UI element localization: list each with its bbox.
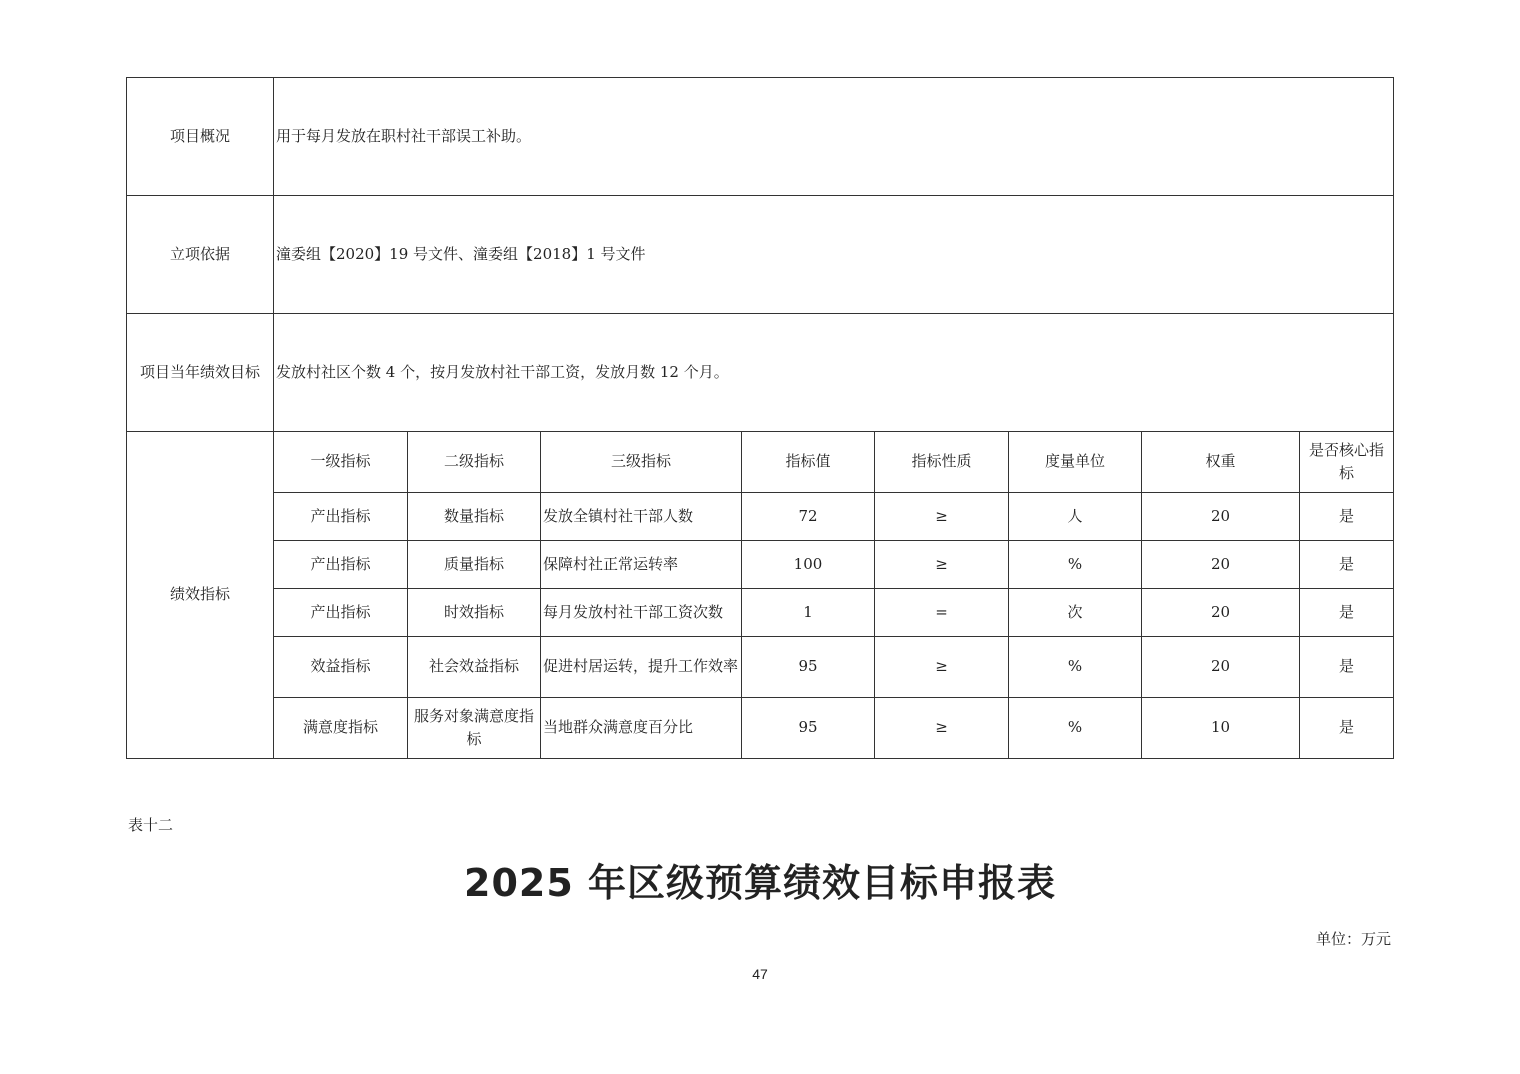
cell-level2: 服务对象满意度指标 <box>408 698 541 759</box>
cell-core: 是 <box>1300 637 1394 698</box>
basis-value: 潼委组【2020】19 号文件、潼委组【2018】1 号文件 <box>274 196 1394 314</box>
cell-core: 是 <box>1300 541 1394 589</box>
overview-row <box>127 78 1394 196</box>
cell-level2: 时效指标 <box>408 589 541 637</box>
annual-goal-label: 项目当年绩效目标 <box>127 314 274 432</box>
basis-label: 立项依据 <box>127 196 274 314</box>
table-row <box>127 698 1394 759</box>
cell-weight: 10 <box>1142 698 1300 759</box>
cell-value: 95 <box>742 698 875 759</box>
cell-level1: 效益指标 <box>274 637 408 698</box>
cell-nature: ≥ <box>875 698 1009 759</box>
document-title: 2025 年区级预算绩效目标申报表 <box>464 861 1056 905</box>
cell-weight: 20 <box>1142 589 1300 637</box>
cell-value: 100 <box>742 541 875 589</box>
cell-level3: 保障村社正常运转率 <box>541 541 742 589</box>
cell-level3: 每月发放村社干部工资次数 <box>541 589 742 637</box>
header-level1: 一级指标 <box>274 432 408 493</box>
cell-level1: 满意度指标 <box>274 698 408 759</box>
cell-core: 是 <box>1300 493 1394 541</box>
cell-core: 是 <box>1300 589 1394 637</box>
cell-unit: % <box>1009 541 1142 589</box>
cell-level3: 促进村居运转，提升工作效率 <box>541 637 742 698</box>
performance-target-table <box>126 77 1394 759</box>
page-number: 47 <box>752 966 768 982</box>
annual-goal-value: 发放村社区个数 4 个，按月发放村社干部工资，发放月数 12 个月。 <box>274 314 1394 432</box>
header-nature: 指标性质 <box>875 432 1009 493</box>
cell-value: 1 <box>742 589 875 637</box>
indicators-label: 绩效指标 <box>127 432 274 759</box>
cell-nature: ≥ <box>875 637 1009 698</box>
cell-weight: 20 <box>1142 637 1300 698</box>
cell-weight: 20 <box>1142 541 1300 589</box>
overview-label: 项目概况 <box>127 78 274 196</box>
table-row <box>127 589 1394 637</box>
cell-level2: 数量指标 <box>408 493 541 541</box>
cell-core: 是 <box>1300 698 1394 759</box>
unit-note: 单位：万元 <box>1315 930 1391 948</box>
indicator-header-row <box>127 432 1394 493</box>
cell-value: 95 <box>742 637 875 698</box>
cell-nature: ≥ <box>875 541 1009 589</box>
overview-value: 用于每月发放在职村社干部误工补助。 <box>274 78 1394 196</box>
table-row <box>127 637 1394 698</box>
table-row <box>127 493 1394 541</box>
cell-weight: 20 <box>1142 493 1300 541</box>
cell-value: 72 <box>742 493 875 541</box>
header-value: 指标值 <box>742 432 875 493</box>
cell-level1: 产出指标 <box>274 589 408 637</box>
cell-nature: = <box>875 589 1009 637</box>
header-unit: 度量单位 <box>1009 432 1142 493</box>
header-weight: 权重 <box>1142 432 1300 493</box>
cell-nature: ≥ <box>875 493 1009 541</box>
cell-unit: % <box>1009 698 1142 759</box>
header-level3: 三级指标 <box>541 432 742 493</box>
cell-unit: 人 <box>1009 493 1142 541</box>
annual-goal-row <box>127 314 1394 432</box>
table-number: 表十二 <box>128 816 174 834</box>
cell-level2: 社会效益指标 <box>408 637 541 698</box>
basis-row <box>127 196 1394 314</box>
cell-level1: 产出指标 <box>274 493 408 541</box>
table-row <box>127 541 1394 589</box>
cell-level2: 质量指标 <box>408 541 541 589</box>
header-core: 是否核心指标 <box>1300 432 1394 493</box>
cell-level3: 当地群众满意度百分比 <box>541 698 742 759</box>
header-level2: 二级指标 <box>408 432 541 493</box>
cell-unit: % <box>1009 637 1142 698</box>
cell-level1: 产出指标 <box>274 541 408 589</box>
cell-unit: 次 <box>1009 589 1142 637</box>
cell-level3: 发放全镇村社干部人数 <box>541 493 742 541</box>
